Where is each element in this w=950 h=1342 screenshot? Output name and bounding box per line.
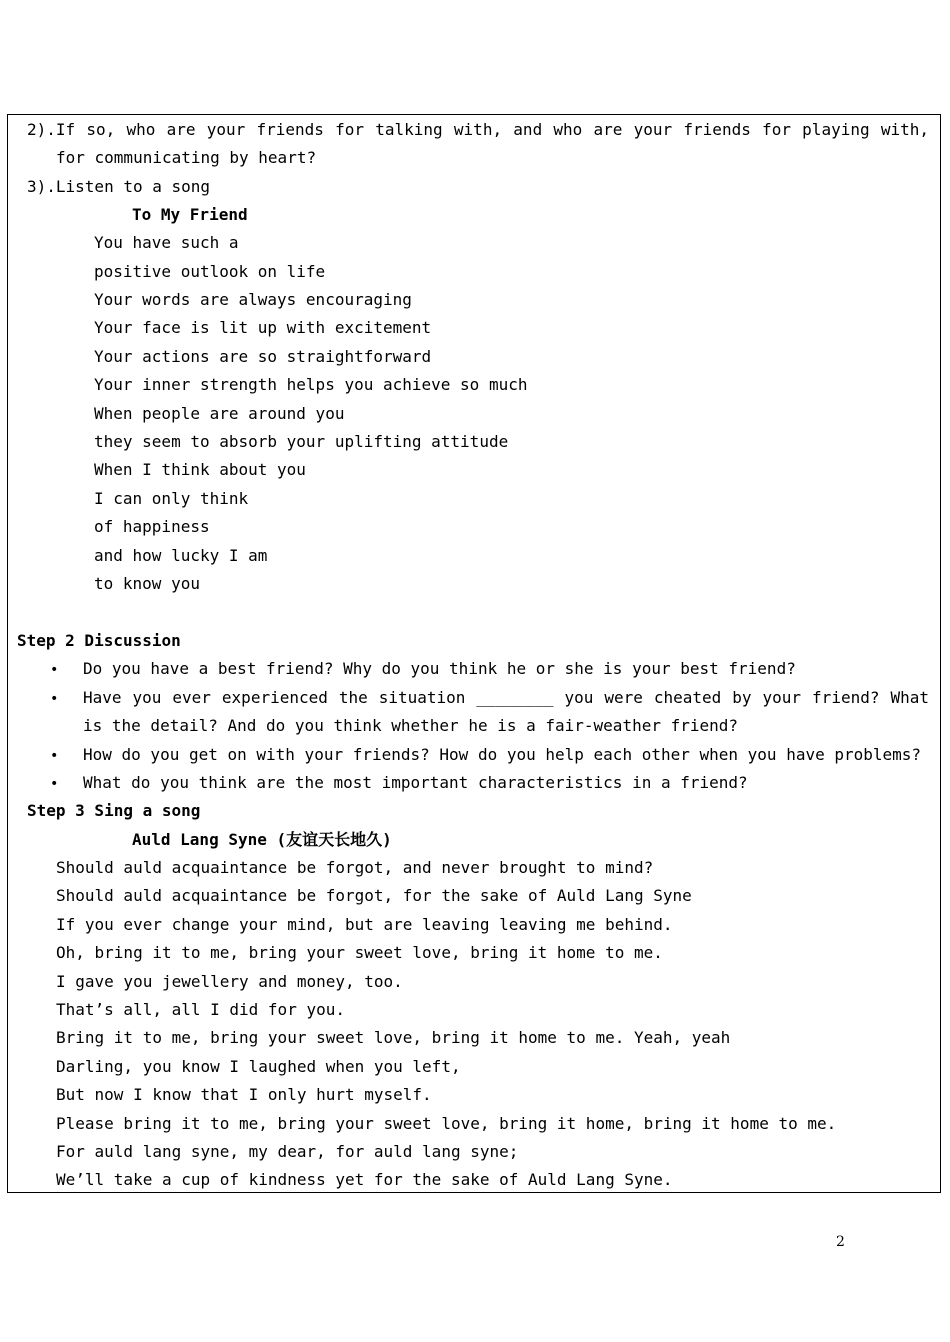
lyric-line: Please bring it to me, bring your sweet love, bring it home, bring it home to me. (56, 1114, 837, 1133)
poem-line: and how lucky I am (94, 546, 268, 565)
lyric-line: Should auld acquaintance be forgot, and never brought to mind? (56, 858, 654, 877)
lyric-line: For auld lang syne, my dear, for auld lang syne; (56, 1142, 519, 1161)
song-title: Auld Lang Syne (友谊天长地久) (132, 830, 392, 849)
lyric-line: We’ll take a cup of kindness yet for the sake of Auld Lang Syne. (56, 1170, 673, 1189)
lyric-line: Should auld acquaintance be forgot, for the sake of Auld Lang Syne (56, 886, 692, 905)
question-2-line-1: 2).If so, who are your friends for talking with, and who are your friends for playing with, (27, 120, 929, 139)
poem-line: When I think about you (94, 460, 306, 479)
poem-title: To My Friend (132, 205, 248, 224)
poem-line: Your actions are so straightforward (94, 347, 432, 366)
poem-line: Your words are always encouraging (94, 290, 412, 309)
lyric-line: Oh, bring it to me, bring your sweet love, bring it home to me. (56, 943, 663, 962)
lyric-line: If you ever change your mind, but are leaving leaving me behind. (56, 915, 673, 934)
poem-line: they seem to absorb your uplifting attitude (94, 432, 509, 451)
discussion-item: How do you get on with your friends? How do you help each other when you have problems? (83, 745, 922, 764)
bullet-icon: • (50, 776, 59, 792)
bullet-icon: • (50, 748, 59, 764)
poem-line: Your face is lit up with excitement (94, 318, 432, 337)
question-3-label: 3).Listen to a song (27, 177, 211, 196)
poem-line: of happiness (94, 517, 210, 536)
step-3-heading: Step 3 Sing a song (27, 801, 201, 820)
poem-line: When people are around you (94, 404, 345, 423)
poem-line: You have such a (94, 233, 239, 252)
question-2-line-2: for communicating by heart? (56, 148, 317, 167)
poem-line: Your inner strength helps you achieve so much (94, 375, 528, 394)
poem-line: to know you (94, 574, 200, 593)
discussion-item: Do you have a best friend? Why do you think he or she is your best friend? (83, 659, 796, 678)
bullet-icon: • (50, 691, 59, 707)
poem-line: positive outlook on life (94, 262, 326, 281)
bullet-icon: • (50, 662, 59, 678)
discussion-item: Have you ever experienced the situation ________ you were cheated by your friend? What (83, 688, 929, 707)
lyric-line: Darling, you know I laughed when you left, (56, 1057, 461, 1076)
lyric-line: Bring it to me, bring your sweet love, bring it home to me. Yeah, yeah (56, 1028, 731, 1047)
lyric-line: But now I know that I only hurt myself. (56, 1085, 432, 1104)
poem-line: I can only think (94, 489, 249, 508)
discussion-item-continuation: is the detail? And do you think whether he is a fair-weather friend? (83, 716, 739, 735)
page-number: 2 (836, 1234, 845, 1250)
lyric-line: I gave you jewellery and money, too. (56, 972, 403, 991)
lyric-line: That’s all, all I did for you. (56, 1000, 345, 1019)
discussion-item: What do you think are the most important characteristics in a friend? (83, 773, 748, 792)
step-2-heading: Step 2 Discussion (17, 631, 181, 650)
